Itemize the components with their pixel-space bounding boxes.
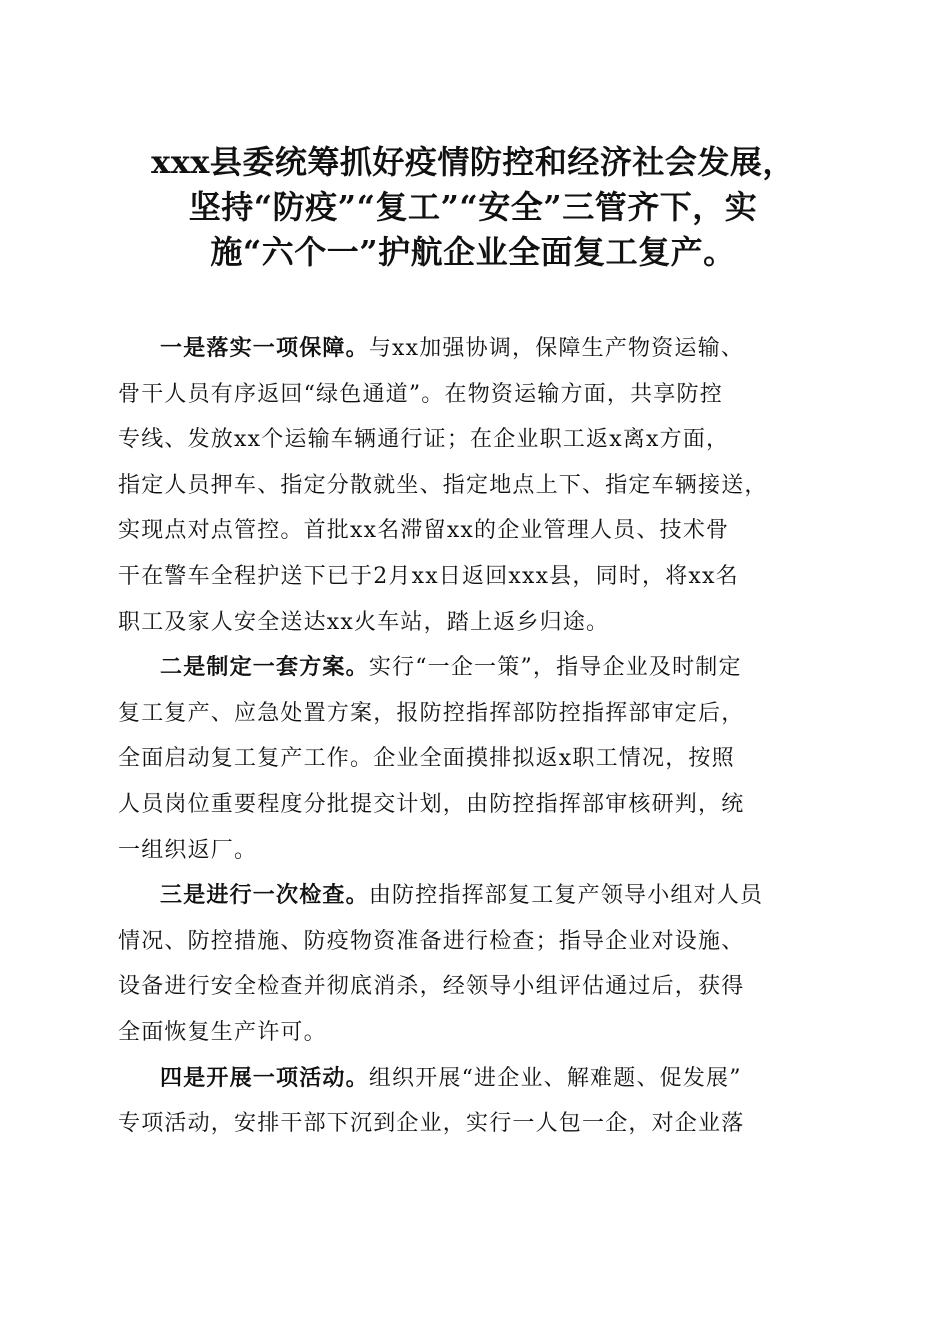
paragraph-line: 骨干人员有序返回“绿色通道”。在物资运输方面，共享防控 <box>118 381 723 407</box>
paragraph-4 <box>118 1056 830 1147</box>
title-line: 施“六个一”护航企业全面复工复产。 <box>210 233 736 271</box>
paragraph-text: 由防控指挥部复工复产领导小组对人员 <box>368 883 764 909</box>
paragraph-line: 全面启动复工复产工作。企业全面摸排拟返x职工情况，按照 <box>118 746 735 772</box>
paragraph-line: 专线、发放xx个运输车辆通行证；在企业职工返x离x方面， <box>118 427 730 453</box>
paragraph-first-line <box>118 326 830 372</box>
document-title <box>112 140 834 275</box>
paragraph-lead: 三是进行一次检查。 <box>160 882 369 909</box>
paragraph-lead: 四是开展一项活动。 <box>160 1064 369 1091</box>
paragraph-line: 全面恢复生产许可。 <box>118 1019 327 1045</box>
paragraph-lead: 一是落实一项保障。 <box>160 335 369 361</box>
paragraph-line: 一组织返厂。 <box>118 837 258 863</box>
paragraph-first-line <box>118 645 830 691</box>
paragraph-first-line <box>118 1056 830 1102</box>
paragraph-3 <box>118 873 830 1055</box>
paragraph-line: 复工复产、应急处置方案，报防控指挥部防控指挥部审定后， <box>118 700 745 726</box>
title-line: xxx县委统筹抓好疫情防控和经济社会发展， <box>151 143 795 181</box>
paragraph-2 <box>118 645 830 873</box>
paragraph-lead: 二是制定一套方案。 <box>160 654 369 681</box>
document-body <box>118 326 830 1147</box>
paragraph-text: 组织开展“进企业、解难题、促发展” <box>368 1065 742 1091</box>
paragraph-text: 与xx加强协调，保障生产物资运输、 <box>368 336 745 361</box>
paragraph-line: 职工及家人安全送达xx火车站，踏上返乡归途。 <box>118 609 610 635</box>
paragraph-line: 情况、防控措施、防疫物资准备进行检查；指导企业对设施、 <box>118 928 745 954</box>
title-line: 坚持“防疫”“复工”“安全”三管齐下，实 <box>188 188 758 226</box>
paragraph-line: 设备进行安全检查并彻底消杀，经领导小组评估通过后，获得 <box>118 974 745 1000</box>
paragraph-line: 指定人员押车、指定分散就坐、指定地点上下、指定车辆接送， <box>118 472 768 498</box>
paragraph-line: 专项活动，安排干部下沉到企业，实行一人包一企，对企业落 <box>118 1111 745 1137</box>
paragraph-line: 干在警车全程护送下已于2月xx日返回xxx县，同时，将xx名 <box>118 563 739 589</box>
paragraph-first-line <box>118 873 830 919</box>
paragraph-line: 实现点对点管控。首批xx名滞留xx的企业管理人员、技术骨 <box>118 518 730 544</box>
paragraph-1 <box>118 326 830 645</box>
paragraph-text: 实行“一企一策”，指导企业及时制定 <box>368 655 742 681</box>
paragraph-line: 人员岗位重要程度分批提交计划，由防控指挥部审核研判，统 <box>118 791 745 817</box>
